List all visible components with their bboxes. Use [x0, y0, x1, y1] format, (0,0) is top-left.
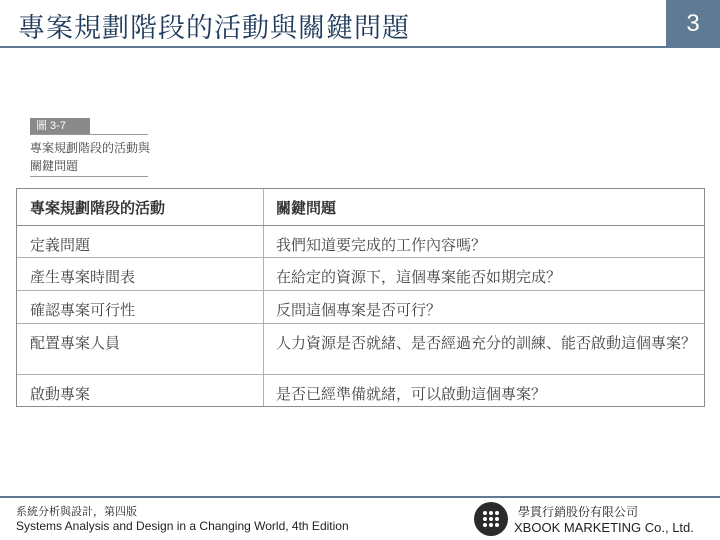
slide-title: 專案規劃階段的活動與關鍵問題 — [18, 13, 410, 44]
figure-caption: 專案規劃階段的活動與關鍵問題 — [30, 141, 151, 173]
activity-cell: 產生專案時間表 — [17, 258, 264, 290]
table-header-activity: 專案規劃階段的活動 — [17, 189, 264, 225]
table-header-row — [17, 189, 704, 226]
table-row — [17, 291, 704, 324]
table-row — [17, 258, 704, 291]
table-row — [17, 226, 704, 258]
question-cell: 在給定的資源下，這個專案能否如期完成？ — [276, 268, 562, 286]
question-cell: 反問這個專案是否可行？ — [276, 301, 442, 319]
figure-caption-divider — [30, 176, 148, 177]
book-title-zh: 系統分析與設計，第四版 — [16, 505, 137, 518]
publisher-name-en: XBOOK MARKETING Co., Ltd. — [514, 520, 694, 535]
table-row — [17, 375, 704, 406]
table-header-question: 關鍵問題 — [276, 199, 337, 217]
page-number: 3 — [666, 0, 720, 48]
activity-cell: 確認專案可行性 — [17, 291, 264, 323]
figure-label: 圖 3-7 — [30, 118, 90, 134]
book-title-en: Systems Analysis and Design in a Changing World, 4th Edition — [16, 519, 349, 533]
activity-cell: 配置專案人員 — [17, 324, 264, 374]
dot-grid-logo-icon — [474, 502, 508, 536]
activity-cell: 定義問題 — [17, 226, 264, 257]
slide-header — [0, 0, 720, 48]
question-cell: 我們知道要完成的工作內容嗎？ — [276, 236, 487, 254]
footer-divider — [0, 496, 720, 498]
figure-label-divider — [30, 134, 148, 135]
question-cell: 是否已經準備就緒，可以啟動這個專案？ — [276, 385, 547, 403]
publisher-name-zh: 學貫行銷股份有限公司 — [518, 505, 639, 519]
activities-table — [16, 188, 705, 407]
table-row — [17, 324, 704, 375]
activity-cell: 啟動專案 — [17, 375, 264, 406]
header-divider — [0, 46, 666, 48]
question-cell: 人力資源是否就緒、是否經過充分的訓練、能否啟動這個專案？ — [276, 334, 697, 352]
